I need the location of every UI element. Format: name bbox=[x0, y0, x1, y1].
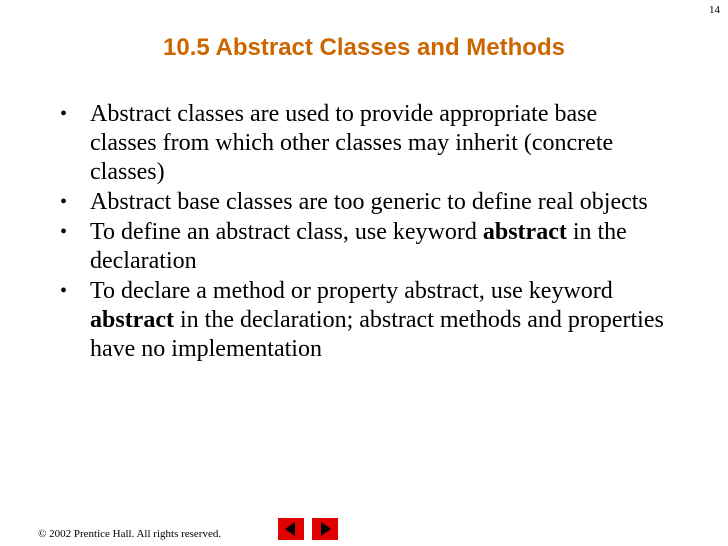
slide-title: 10.5 Abstract Classes and Methods bbox=[163, 34, 565, 61]
next-slide-button[interactable] bbox=[312, 518, 338, 540]
bullet-text: To declare a method or property abstract, use keyword bbox=[90, 278, 613, 304]
slide-number: 14 bbox=[709, 4, 720, 16]
keyword-abstract: abstract bbox=[90, 307, 174, 333]
bullet-text: Abstract base classes are too generic to define real objects bbox=[90, 189, 648, 215]
previous-arrow-icon bbox=[278, 518, 304, 540]
bullet-text-cont: in the declaration bbox=[90, 219, 627, 274]
bullet-text: To define an abstract class, use keyword bbox=[90, 219, 483, 245]
keyword-abstract: abstract bbox=[482, 219, 567, 245]
copyright-icon: © bbox=[38, 528, 47, 540]
bullet-glyph: • bbox=[60, 221, 68, 243]
bullet-item bbox=[58, 277, 668, 364]
copyright-footer bbox=[38, 528, 221, 540]
bullet-item bbox=[58, 100, 668, 187]
bullet-text-cont: in the declaration; abstract methods and properties have no implementation bbox=[90, 307, 664, 362]
bullet-glyph: • bbox=[60, 191, 68, 213]
bullet-glyph: • bbox=[60, 280, 68, 302]
bullet-list bbox=[58, 100, 668, 365]
next-arrow-icon bbox=[312, 518, 338, 540]
slide-navigation bbox=[278, 518, 338, 540]
bullet-text: Abstract classes are used to provide appropriate base classes from which other classes may inherit (concrete classes) bbox=[90, 101, 614, 185]
footer-text: 2002 Prentice Hall. All rights reserved. bbox=[46, 528, 222, 540]
bullet-glyph: • bbox=[60, 103, 68, 125]
bullet-item bbox=[58, 188, 668, 217]
bullet-item bbox=[58, 218, 668, 276]
previous-slide-button[interactable] bbox=[278, 518, 304, 540]
